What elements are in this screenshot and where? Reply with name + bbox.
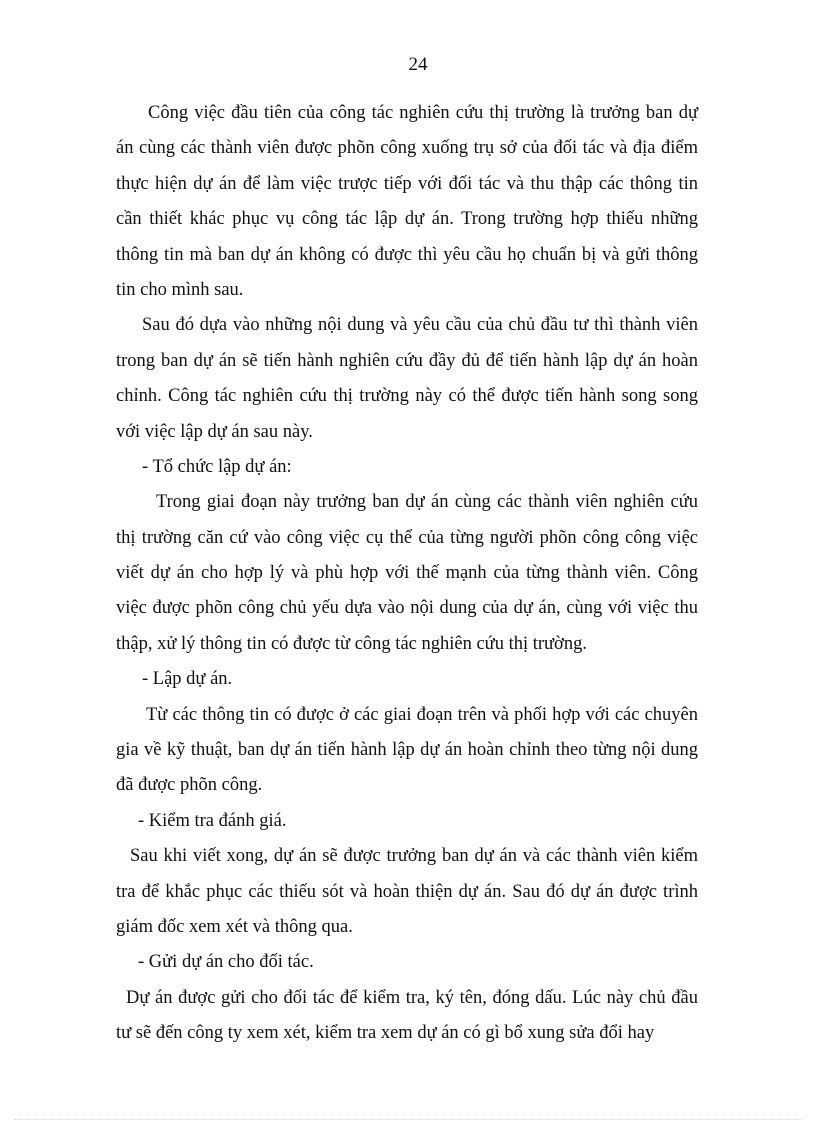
text-line: Trong giai đoạn này trưởng ban dự án cùng các thành viên nghiên cứu bbox=[156, 492, 698, 513]
text-line: án cùng các thành viên được phõn công xuống trụ sở của đối tác và địa điểm bbox=[116, 138, 698, 159]
text-line: gia về kỹ thuật, ban dự án tiến hành lập dự án hoàn chỉnh theo từng nội dung bbox=[116, 740, 698, 761]
body-text bbox=[116, 96, 698, 1052]
heading-review bbox=[116, 804, 698, 839]
text-line: trong ban dự án sẽ tiến hành nghiên cứu đầy đủ để tiến hành lập dự án hoàn bbox=[116, 350, 698, 371]
text-line: thông tin mà ban dự án không có được thì yêu cầu họ chuẩn bị và gửi thông bbox=[116, 244, 698, 265]
page-number: 24 bbox=[408, 54, 428, 75]
paragraph-intro bbox=[116, 96, 698, 308]
text-line: - Kiểm tra đánh giá. bbox=[138, 810, 287, 831]
heading-create-project bbox=[116, 662, 698, 697]
text-line: Dự án được gửi cho đối tác để kiểm tra, ký tên, đóng dấu. Lúc này chủ đầu bbox=[126, 987, 698, 1008]
text-line: tra để khắc phục các thiếu sót và hoàn thiện dự án. Sau đó dự án được trình bbox=[116, 881, 698, 902]
heading-organize-project bbox=[116, 450, 698, 485]
text-line: thập, xử lý thông tin có được từ công tác nghiên cứu thị trường. bbox=[116, 633, 587, 654]
text-line: giám đốc xem xét và thông qua. bbox=[116, 916, 353, 937]
bottom-divider bbox=[14, 1119, 802, 1120]
text-line: Từ các thông tin có được ở các giai đoạn trên và phối hợp với các chuyên bbox=[146, 704, 698, 725]
text-line: - Gửi dự án cho đối tác. bbox=[138, 952, 314, 973]
text-line: tin cho mình sau. bbox=[116, 279, 244, 300]
text-line: với việc lập dự án sau này. bbox=[116, 421, 313, 442]
paragraph-review bbox=[116, 839, 698, 945]
text-line: - Tổ chức lập dự án: bbox=[142, 456, 292, 477]
text-line: chỉnh. Công tác nghiên cứu thị trường này có thể được tiến hành song song bbox=[116, 386, 698, 407]
text-line: đã được phõn công. bbox=[116, 775, 263, 796]
heading-send-project bbox=[116, 945, 698, 980]
paragraph-create-project bbox=[116, 698, 698, 804]
text-line: việc được phõn công chủ yếu dựa vào nội dung của dự án, cùng với việc thu bbox=[116, 598, 698, 619]
paragraph-organize-project bbox=[116, 485, 698, 662]
text-line: tư sẽ đến công ty xem xét, kiểm tra xem dự án có gì bổ xung sửa đổi hay bbox=[116, 1023, 655, 1044]
text-line: thực hiện dự án để làm việc trược tiếp với đối tác và thu thập các thông tin bbox=[116, 173, 698, 194]
text-line: thị trường căn cứ vào công việc cụ thể của từng người phõn công công việc bbox=[116, 527, 698, 548]
paragraph-requirements bbox=[116, 308, 698, 450]
text-line: - Lập dự án. bbox=[142, 669, 233, 690]
text-line: Sau đó dựa vào những nội dung và yêu cầu của chủ đầu tư thì thành viên bbox=[142, 315, 698, 336]
text-line: cần thiết khác phục vụ công tác lập dự án. Trong trường hợp thiếu những bbox=[116, 209, 698, 230]
paragraph-send-project bbox=[116, 981, 698, 1052]
text-line: viết dự án cho hợp lý và phù hợp với thế mạnh của từng thành viên. Công bbox=[116, 563, 698, 584]
text-line: Công việc đầu tiên của công tác nghiên cứu thị trường là trưởng ban dự bbox=[148, 103, 698, 123]
text-line: Sau khi viết xong, dự án sẽ được trưởng ban dự án và các thành viên kiểm bbox=[130, 846, 698, 867]
